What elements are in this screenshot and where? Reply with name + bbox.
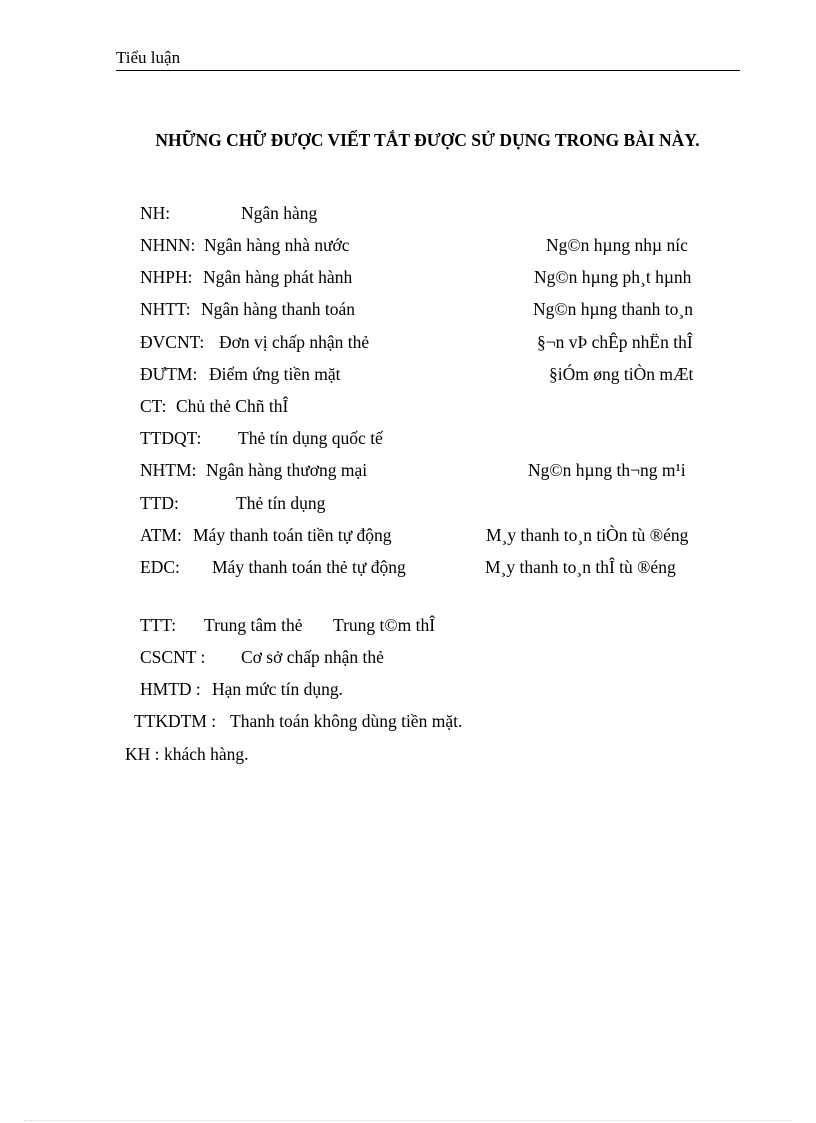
meaning-ttkdtm: Thanh toán không dùng tiền mặt. — [230, 711, 463, 731]
abbr-nhtt: NHTT: — [140, 299, 191, 319]
abbr-kh: KH : — [125, 744, 160, 764]
legacy-nhnn: Ng©n hµng nhµ níc — [546, 235, 688, 255]
legacy-nhtm: Ng©n hµng th¬ng m¹i — [528, 460, 686, 480]
meaning-cscnt: Cơ sở chấp nhận thẻ — [241, 647, 384, 667]
abbr-edc: EDC: — [140, 557, 180, 577]
running-header: Tiểu luận — [116, 48, 181, 67]
meaning-nhnn: Ngân hàng nhà nước — [204, 235, 350, 255]
legacy-dutm: §iÓm øng tiÒn mÆt — [549, 364, 694, 384]
abbr-ct: CT: — [140, 396, 167, 416]
abbr-nhtm: NHTM: — [140, 460, 197, 480]
meaning-nhtt: Ngân hàng thanh toán — [201, 299, 356, 319]
meaning-ttd: Thẻ tín dụng — [236, 493, 326, 513]
abbr-ttkdtm: TTKDTM : — [134, 711, 217, 731]
abbr-hmtd: HMTD : — [140, 679, 201, 699]
page-bottom-border — [24, 1120, 792, 1121]
abbr-dvcnt: ĐVCNT: — [140, 332, 205, 352]
abbr-ttd: TTD: — [140, 493, 179, 513]
legacy-nhtt: Ng©n hµng thanh to¸n — [533, 299, 693, 319]
abbr-cscnt: CSCNT : — [140, 647, 206, 667]
meaning-edc: Máy thanh toán thẻ tự động — [212, 557, 406, 577]
abbr-dutm: ĐƯTM: — [140, 364, 198, 384]
legacy-atm: M¸y thanh to¸n tiÒn tù ®éng — [486, 525, 689, 545]
legacy-edc: M¸y thanh to¸n thÎ tù ®éng — [485, 557, 676, 577]
abbr-ttdqt: TTDQT: — [140, 428, 202, 448]
abbr-nh: NH: — [140, 203, 171, 223]
meaning-dvcnt: Đơn vị chấp nhận thẻ — [219, 332, 370, 352]
meaning-ttdqt: Thẻ tín dụng quốc tế — [238, 428, 383, 448]
meaning-dutm: Điểm ứng tiền mặt — [209, 364, 341, 384]
abbr-ttt: TTT: — [140, 615, 177, 635]
header-rule — [116, 70, 740, 71]
meaning-ttt: Trung tâm thẻ — [204, 615, 303, 635]
meaning-nh: Ngân hàng — [241, 203, 318, 223]
meaning-kh: khách hàng. — [164, 744, 249, 764]
abbr-nhph: NHPH: — [140, 267, 193, 287]
legacy-nhph: Ng©n hµng ph¸t hµnh — [534, 267, 692, 287]
meaning-nhtm: Ngân hàng thương mại — [206, 460, 368, 480]
meaning-hmtd: Hạn mức tín dụng. — [212, 679, 343, 699]
meaning-nhph: Ngân hàng phát hành — [203, 267, 353, 287]
legacy-dvcnt: §¬n vÞ chÊp nhËn thÎ — [537, 332, 693, 352]
abbr-nhnn: NHNN: — [140, 235, 196, 255]
legacy-ttt: Trung t©m thÎ — [333, 615, 436, 635]
meaning-ct: Chủ thẻ Chñ thÎ — [176, 396, 289, 416]
page-title: NHỮNG CHỮ ĐƯỢC VIẾT TẮT ĐƯỢC SỬ DỤNG TRONG BÀI NÀY. — [155, 130, 700, 150]
meaning-atm: Máy thanh toán tiền tự động — [193, 525, 392, 545]
abbr-atm: ATM: — [140, 525, 182, 545]
